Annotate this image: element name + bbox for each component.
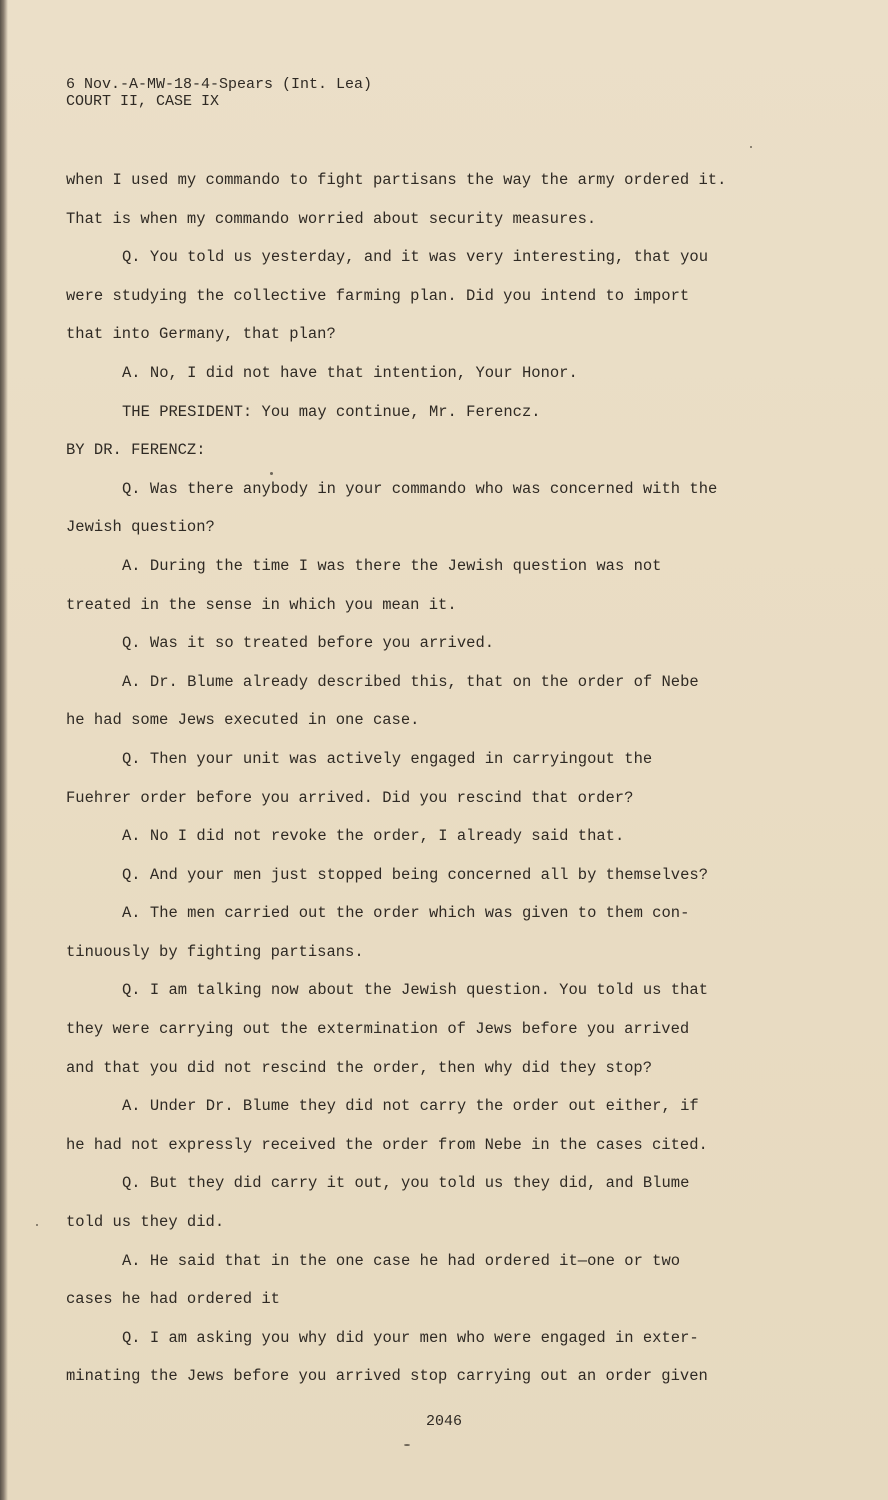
document-header (66, 76, 372, 110)
header-line-1: 6 Nov.-A-MW-18-4-Spears (Int. Lea) (66, 76, 373, 93)
paper-speck (750, 146, 752, 148)
transcript-line: BY DR. FERENCZ: (66, 441, 206, 460)
transcript-line: Fuehrer order before you arrived. Did you rescind that order? (66, 788, 634, 807)
transcript-line: told us they did. (66, 1213, 225, 1232)
paper-speck (404, 1444, 410, 1446)
transcript-line: A. No I did not revoke the order, I already said that. (122, 827, 625, 846)
transcript-line: THE PRESIDENT: You may continue, Mr. Ferencz. (122, 402, 541, 421)
transcript-line: tinuously by fighting partisans. (66, 942, 364, 961)
paper-speck (270, 472, 273, 475)
transcript-line: A. No, I did not have that intention, Your Honor. (122, 363, 578, 382)
transcript-line: and that you did not rescind the order, then why did they stop? (66, 1058, 652, 1077)
transcript-line: they were carrying out the extermination of Jews before you arrived (66, 1020, 690, 1039)
header-line-2: COURT II, CASE IX (66, 93, 220, 110)
transcript-line: A. The men carried out the order which was given to them con- (122, 904, 690, 923)
transcript-line: were studying the collective farming plan. Did you intend to import (66, 286, 690, 305)
transcript-line: Q. Then your unit was actively engaged in carryingout the (122, 749, 653, 768)
transcript-line: Q. But they did carry it out, you told us they did, and Blume (122, 1174, 690, 1193)
transcript-line: Q. I am asking you why did your men who were engaged in exter- (122, 1328, 699, 1347)
transcript-line: Q. Was there anybody in your commando who was concerned with the (122, 479, 718, 498)
transcript-line: A. Under Dr. Blume they did not carry the order out either, if (122, 1097, 699, 1116)
transcript-line: Jewish question? (66, 518, 215, 537)
transcript-line: That is when my commando worried about security measures. (66, 209, 597, 228)
transcript-line: A. Dr. Blume already described this, that on the order of Nebe (122, 672, 699, 691)
transcript-line: when I used my commando to fight partisans the way the army ordered it. (66, 171, 727, 189)
transcript-line: treated in the sense in which you mean it. (66, 595, 457, 614)
transcript-line: he had not expressly received the order from Nebe in the cases cited. (66, 1135, 708, 1154)
transcript-line: minating the Jews before you arrived stop carrying out an order given (66, 1367, 708, 1386)
transcript-line: that into Germany, that plan? (66, 325, 336, 344)
transcript-line: cases he had ordered it (66, 1290, 280, 1309)
transcript-line: Q. Was it so treated before you arrived. (122, 634, 495, 653)
transcript-line: A. He said that in the one case he had ordered it—one or two (122, 1251, 681, 1270)
transcript-line: Q. I am talking now about the Jewish question. You told us that (122, 981, 708, 1000)
transcript-body (66, 170, 766, 1405)
transcript-line: A. During the time I was there the Jewish question was not (122, 556, 662, 575)
transcript-line: he had some Jews executed in one case. (66, 711, 420, 730)
transcript-line: Q. You told us yesterday, and it was very interesting, that you (122, 248, 708, 267)
transcript-line: Q. And your men just stopped being concerned all by themselves? (122, 865, 708, 884)
paper-speck (36, 1224, 38, 1226)
page-number: 2046 (425, 1413, 462, 1430)
page-binding-edge (0, 0, 8, 1500)
